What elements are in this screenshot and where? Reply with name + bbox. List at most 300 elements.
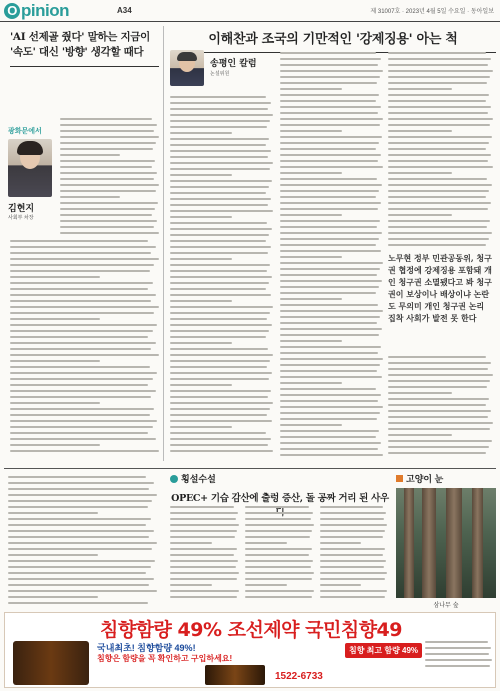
text-line [320,566,384,568]
text-line [170,444,268,446]
text-line [388,232,492,234]
text-line [10,300,151,302]
text-line [10,252,151,254]
text-line [10,414,150,416]
text-line [245,572,314,574]
text-line [320,506,383,508]
text-line [388,202,491,204]
text-line [60,232,159,234]
text-line [60,124,157,126]
text-line [245,566,311,568]
text-line [8,548,152,550]
text-line [8,590,157,592]
text-line [280,274,377,276]
text-line [388,88,452,90]
circle-icon [170,475,178,483]
text-line [280,70,383,72]
article-text [8,476,158,608]
text-line [280,178,377,180]
text-line [388,154,491,156]
text-line [280,160,378,162]
section-title: pinion [21,1,69,20]
article-text [60,118,160,238]
author-name: 송평인 칼럼 [210,59,257,69]
text-line [8,578,154,580]
advertisement [4,612,496,688]
text-line [60,130,154,132]
column-label [170,472,390,485]
text-line [388,136,492,138]
text-line [170,354,273,356]
text-line [388,392,452,394]
text-line [320,584,361,586]
lower-left-column [4,472,164,612]
text-line [320,578,385,580]
text-line [170,216,232,218]
text-line [170,96,266,98]
text-line [170,342,232,344]
text-line [10,438,156,440]
tree-trunk [472,488,483,598]
text-line [320,596,385,598]
text-line [170,276,272,278]
text-line [280,454,383,456]
text-line [10,390,156,392]
text-line [60,142,156,144]
text-line [10,282,153,284]
text-line [245,554,309,556]
author-photo [8,139,52,197]
text-line [170,324,272,326]
article-text [388,52,494,250]
text-line [280,124,380,126]
text-line [280,166,383,168]
author-photo [170,50,204,86]
text-line [10,402,100,404]
text-line [10,264,154,266]
text-line [388,410,491,412]
text-line [170,402,273,404]
text-line [388,452,486,454]
text-line [10,420,157,422]
text-line [170,144,266,146]
text-line [170,590,239,592]
text-line [320,560,386,562]
text-line [8,584,149,586]
section-initial: O [4,3,20,19]
text-line [170,258,232,260]
text-line [170,306,273,308]
text-line [60,214,152,216]
article-text [170,506,240,602]
column-label [396,472,496,485]
text-line [280,292,376,294]
text-line [170,420,272,422]
text-line [8,554,98,556]
text-line [280,52,376,54]
text-line [388,166,493,168]
lower-left-label: 횡설수설 [181,474,216,484]
article-text [245,506,315,602]
text-line [280,232,382,234]
text-line [170,192,266,194]
text-line [280,448,378,450]
text-line [280,202,381,204]
text-line [10,378,153,380]
text-line [10,354,159,356]
text-line [170,114,273,116]
right-headline: 이해찬과 조국의 기만적인 '강제징용' 아는 척 [208,32,458,47]
article-text [170,96,274,456]
text-line [320,536,383,538]
text-line [8,512,98,514]
text-line [245,512,313,514]
left-headline: 'AI 선제골 줬다' 말하는 지금이 '속도' 대신 '방향' 생각할 때다 [10,31,150,58]
column-label: 광화문에서 [8,128,42,135]
text-line [170,524,239,526]
text-line [388,356,486,358]
article-text [10,240,160,456]
right-author [170,48,278,90]
text-line [170,414,267,416]
text-line [320,530,385,532]
text-line [8,542,157,544]
text-line [280,382,342,384]
text-line [388,190,489,192]
text-line [320,548,385,550]
text-line [388,130,452,132]
text-line [60,226,154,228]
text-line [245,578,312,580]
text-line [170,396,268,398]
text-line [320,572,387,574]
text-line [8,602,148,604]
text-line [280,214,342,216]
text-line [170,554,234,556]
text-line [280,298,342,300]
text-line [280,172,342,174]
text-line [388,362,491,364]
text-line [170,560,238,562]
section-logo [4,1,69,21]
text-line [388,386,487,388]
square-icon [396,475,403,482]
text-line [170,318,267,320]
text-line [280,370,377,372]
text-line [280,394,381,396]
text-line [245,596,312,598]
text-line [280,244,376,246]
tree-trunk [422,488,436,598]
text-line [280,328,382,330]
text-line [10,396,151,398]
text-line [170,384,232,386]
text-line [388,440,492,442]
text-line [280,436,376,438]
text-line [60,184,159,186]
text-line [280,106,381,108]
text-line [388,428,490,430]
text-line [280,400,378,402]
text-line [388,124,490,126]
text-line [388,184,492,186]
text-line [280,112,378,114]
text-line [388,404,486,406]
text-line [245,530,312,532]
text-line [170,336,266,338]
text-line [425,659,492,661]
text-line [280,346,381,348]
text-line [245,518,311,520]
text-line [170,132,232,134]
text-line [170,348,268,350]
text-line [60,154,120,156]
text-line [388,112,488,114]
text-line [170,578,237,580]
text-line [10,246,156,248]
text-line [170,294,271,296]
text-line [388,244,486,246]
text-line [170,390,271,392]
text-line [388,64,488,66]
text-line [170,246,271,248]
photo-column [396,472,496,612]
text-line [10,324,157,326]
text-line [388,422,493,424]
text-line [8,596,98,598]
text-line [170,512,238,514]
text-line [388,374,493,376]
text-line [170,300,232,302]
text-line [280,58,381,60]
text-line [170,234,269,236]
text-line [388,106,491,108]
text-line [8,536,149,538]
text-line [8,482,154,484]
text-line [170,518,236,520]
text-line [170,450,273,452]
text-line [10,366,150,368]
text-line [280,88,342,90]
text-line [10,360,100,362]
text-line [170,584,212,586]
text-line [10,312,154,314]
text-line [280,220,380,222]
text-line [8,518,151,520]
text-line [280,250,381,252]
text-line [170,548,237,550]
text-line [280,208,378,210]
text-line [280,322,377,324]
text-line [280,148,376,150]
text-line [170,312,270,314]
text-line [170,360,270,362]
text-line [388,94,489,96]
ad-subtitle: 침향은 함량을 꼭 확인하고 구입하세요! [97,654,233,663]
text-line [280,136,382,138]
text-line [10,306,159,308]
text-line [170,222,267,224]
text-line [10,330,153,332]
text-line [170,366,267,368]
tree-trunk [404,488,414,598]
text-line [60,196,120,198]
text-line [280,418,377,420]
page-number: A34 [117,6,132,15]
text-line [170,120,270,122]
text-line [170,252,268,254]
product-image [205,665,265,685]
text-line [245,560,313,562]
text-line [280,376,382,378]
text-line [10,348,151,350]
text-line [170,566,236,568]
photo-caption: 삼나무 숲 [433,602,459,609]
text-line [280,256,342,258]
ad-subtitle: 국내최초! 침향함량 49%! [97,643,196,653]
text-line [280,268,380,270]
text-line [388,118,493,120]
text-line [280,94,379,96]
text-line [10,294,156,296]
text-line [245,584,287,586]
text-line [10,240,148,242]
text-line [10,384,148,386]
text-line [388,446,489,448]
pull-quote: 노무현 정부 민관공동위, 청구권 협정에 강제징용 포함돼 개인 청구권 소멸됐다고 봐 청구권이 보상이나 배상이냐 논란도 무의미 개인 청구권 논리 집착 사회가 발전 못 한다 [388,253,492,323]
text-line [170,372,272,374]
text-line [8,566,151,568]
text-line [170,536,235,538]
text-line [170,282,269,284]
lower-opinion [170,472,390,612]
text-line [425,653,489,655]
text-line [60,202,158,204]
text-line [170,180,272,182]
text-line [388,398,489,400]
lower-right-label: 고양이 눈 [406,474,444,484]
text-line [10,450,159,452]
text-line [388,70,493,72]
ad-text [425,641,493,671]
text-line [388,196,486,198]
text-line [170,162,273,164]
text-line [280,340,342,342]
text-line [388,52,486,54]
text-line [60,118,152,120]
text-line [10,444,100,446]
text-line [170,168,270,170]
text-line [10,258,159,260]
text-line [170,438,271,440]
product-image [13,641,89,685]
text-line [10,372,157,374]
divider [10,66,159,67]
text-line [60,136,159,138]
article-text [280,52,384,460]
text-line [320,590,387,592]
text-line [388,238,489,240]
text-line [170,138,269,140]
text-line [320,518,384,520]
text-line [320,554,383,556]
article-text [320,506,388,602]
text-line [280,142,379,144]
text-line [245,536,310,538]
text-line [10,276,100,278]
masthead [0,0,500,22]
text-line [320,512,386,514]
text-line [388,148,486,150]
text-line [170,126,267,128]
text-line [10,270,150,272]
column-left [4,26,164,461]
text-line [280,196,376,198]
author-name: 김현지 [8,204,35,214]
text-line [170,426,232,428]
text-line [280,82,377,84]
text-line [388,58,491,60]
text-line [8,560,155,562]
text-line [8,476,146,478]
text-line [8,572,146,574]
text-line [280,430,379,432]
text-line [10,318,100,320]
text-line [425,647,491,649]
issue-line: 제 31007호 · 2023년 4월 5일 수요일 · 동아일보 [370,9,494,15]
text-line [425,665,490,667]
text-line [170,408,270,410]
text-line [280,316,380,318]
text-line [8,506,148,508]
text-line [280,406,383,408]
text-line [388,142,489,144]
text-line [320,524,387,526]
text-line [388,76,490,78]
text-line [280,118,383,120]
text-line [280,190,379,192]
text-line [10,288,148,290]
text-line [170,270,267,272]
text-line [10,432,148,434]
text-line [170,506,234,508]
text-line [170,228,272,230]
text-line [8,500,152,502]
text-line [245,542,287,544]
text-line [280,286,379,288]
text-line [280,412,380,414]
text-line [280,388,376,390]
text-line [280,226,377,228]
text-line [245,590,314,592]
text-line [170,186,269,188]
author-title: 논설위원 [210,71,230,77]
ad-phone: 1522-6733 [275,671,323,682]
text-line [170,102,271,104]
text-line [60,190,156,192]
text-line [170,156,268,158]
text-line [280,364,380,366]
text-line [388,100,486,102]
text-line [8,494,157,496]
text-line [280,76,380,78]
tree-trunk [446,488,462,598]
text-line [388,416,488,418]
text-line [170,198,271,200]
text-line [280,154,381,156]
text-line [388,380,490,382]
forest-photo [396,488,496,598]
